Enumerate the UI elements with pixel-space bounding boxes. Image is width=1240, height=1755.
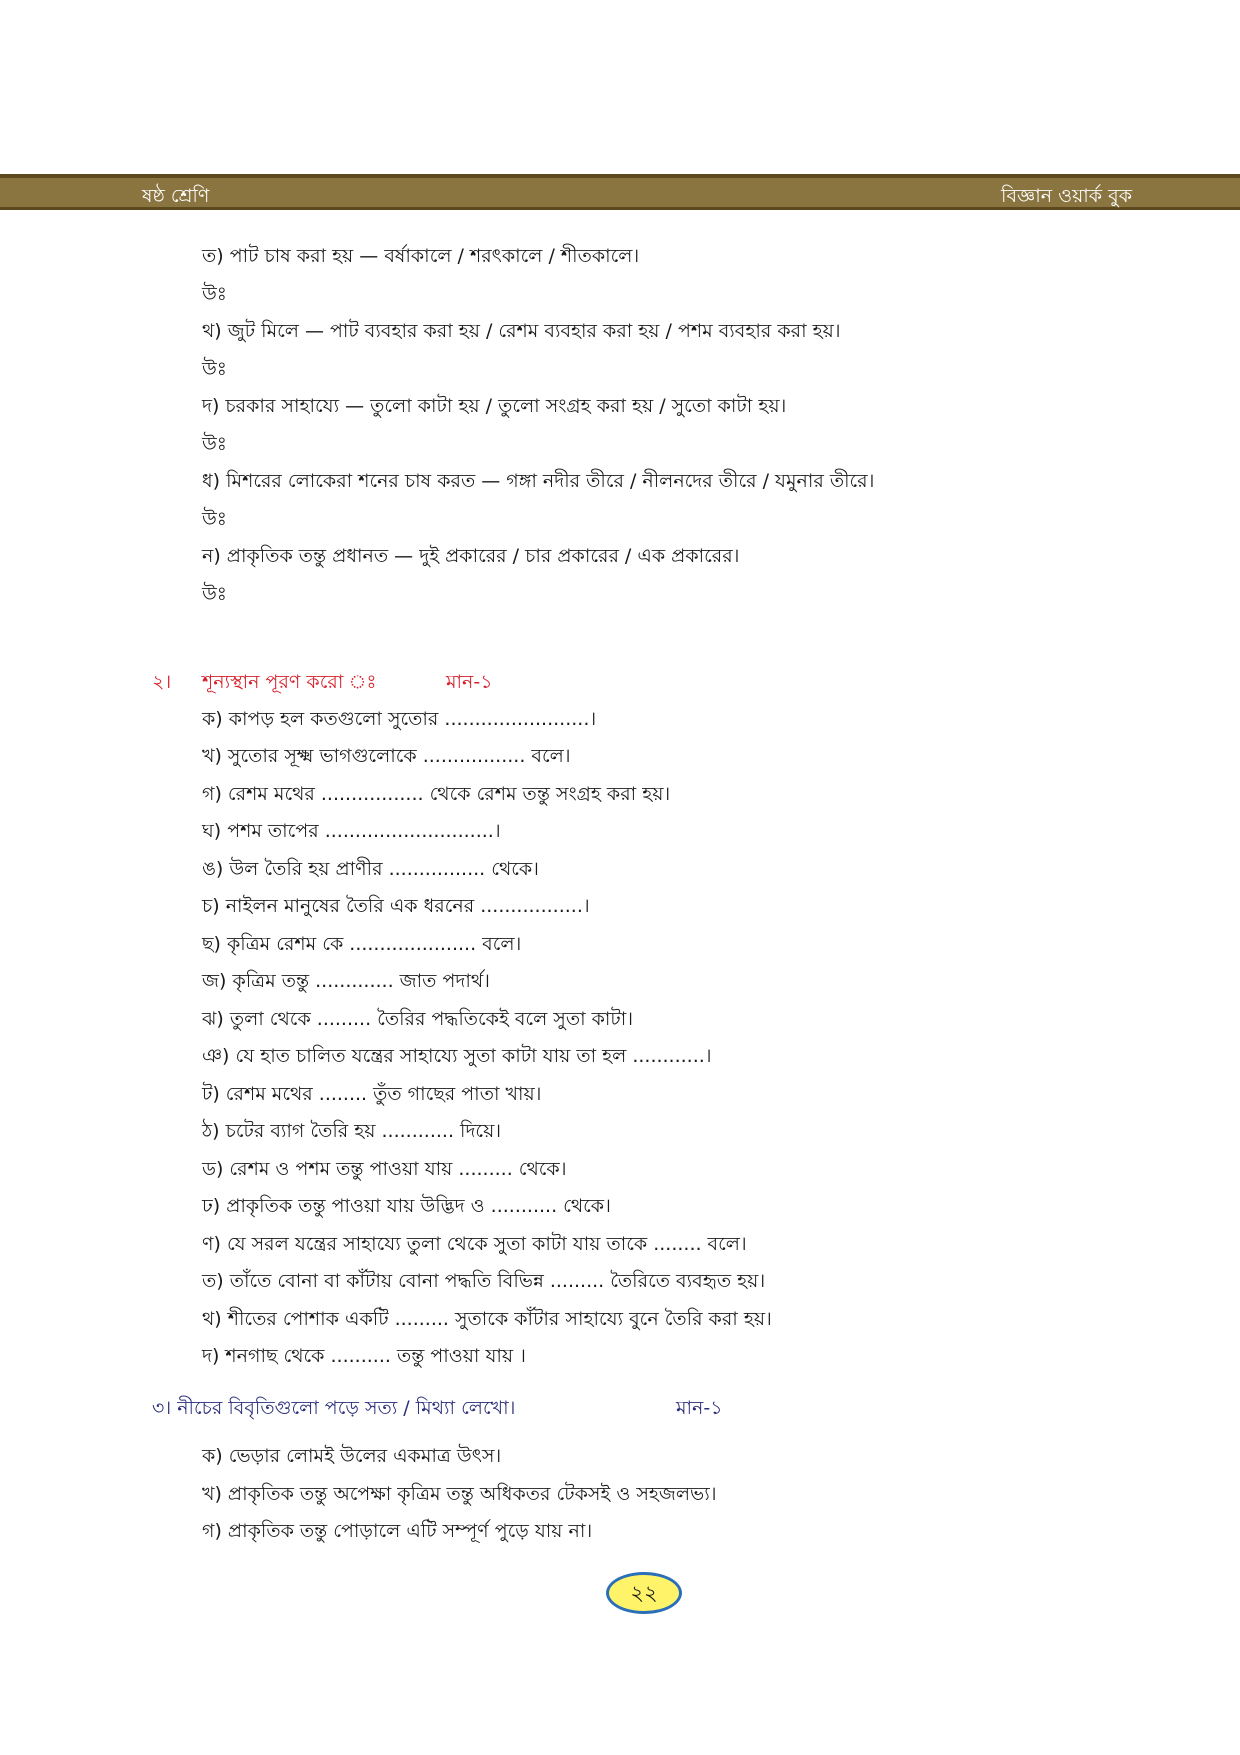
answer-label: উঃ (202, 433, 227, 455)
fill-blank-item: ঢ) প্রাকৃতিক তন্তু পাওয়া যায় উদ্ভিদ ও ........... থেকে। (202, 1195, 611, 1217)
page-number-badge: ২২ (606, 1572, 682, 1614)
fill-blank-item: গ) রেশম মথের ................. থেকে রেশম তন্তু সংগ্রহ করা হয়। (202, 783, 671, 805)
answer-label: উঃ (202, 583, 227, 605)
fill-blank-item: ঞ) যে হাত চালিত যন্ত্রের সাহায্যে সুতা কাটা যায় তা হল ............। (202, 1045, 712, 1067)
fill-blank-item: ঝ) তুলা থেকে ......... তৈরির পদ্ধতিকেই বলে সুতা কাটা। (202, 1008, 634, 1030)
section2-marks: মান-১ (446, 671, 493, 693)
section3-title: ৩। নীচের বিবৃতিগুলো পড়ে সত্য / মিথ্যা লেখো। (152, 1397, 516, 1419)
fill-blank-item: ঙ) উল তৈরি হয় প্রাণীর ................ থেকে। (202, 858, 539, 880)
fill-blank-item: ঘ) পশম তাপের ............................। (202, 820, 501, 842)
fill-blank-item: জ) কৃত্রিম তন্তু ............. জাত পদার্থ। (202, 970, 490, 992)
section2-number: ২। (152, 671, 172, 693)
true-false-item: ক) ভেড়ার লোমই উলের একমাত্র উৎস। (202, 1445, 502, 1467)
fill-blank-item: ত) তাঁতে বোনা বা কাঁটায় বোনা পদ্ধতি বিভিন্ন ......... তৈরিতে ব্যবহৃত হয়। (202, 1270, 766, 1292)
question-line: দ) চরকার সাহায্যে — তুলো কাটা হয় / তুলো সংগ্রহ করা হয় / সুতো কাটা হয়। (202, 395, 787, 417)
fill-blank-item: ণ) যে সরল যন্ত্রের সাহায্যে তুলা থেকে সুতা কাটা যায় তাকে ........ বলে। (202, 1233, 747, 1255)
question-line: থ) জুট মিলে — পাট ব্যবহার করা হয় / রেশম ব্যবহার করা হয় / পশম ব্যবহার করা হয়। (202, 320, 841, 342)
fill-blank-item: ঠ) চটের ব্যাগ তৈরি হয় ............ দিয়ে। (202, 1120, 502, 1142)
header-band (0, 174, 1240, 210)
fill-blank-item: খ) সুতোর সূক্ষ্ম ভাগগুলোকে ................. বলে। (202, 745, 571, 767)
section2-title: শূন্যস্থান পূরণ করো ঃ (202, 671, 377, 693)
fill-blank-item: চ) নাইলন মানুষের তৈরি এক ধরনের .................। (202, 895, 590, 917)
true-false-item: গ) প্রাকৃতিক তন্তু পোড়ালে এটি সম্পূর্ণ পুড়ে যায় না। (202, 1520, 593, 1542)
question-line: ন) প্রাকৃতিক তন্তু প্রধানত — দুই প্রকারের / চার প্রকারের / এক প্রকারের। (202, 545, 740, 567)
true-false-item: খ) প্রাকৃতিক তন্তু অপেক্ষা কৃত্রিম তন্তু অধিকতর টেকসই ও সহজলভ্য। (202, 1483, 717, 1505)
answer-label: উঃ (202, 358, 227, 380)
header-book-title: বিজ্ঞান ওয়ার্ক বুক (1001, 185, 1132, 207)
section3-marks: মান-১ (676, 1397, 723, 1419)
fill-blank-item: দ) শনগাছ থেকে .......... তন্তু পাওয়া যায় । (202, 1345, 526, 1367)
fill-blank-item: ড) রেশম ও পশম তন্তু পাওয়া যায় ......... থেকে। (202, 1158, 567, 1180)
fill-blank-item: ছ) কৃত্রিম রেশম কে ..................... বলে। (202, 933, 522, 955)
answer-label: উঃ (202, 283, 227, 305)
fill-blank-item: ক) কাপড় হল কতগুলো সুতোর ........................। (202, 708, 597, 730)
fill-blank-item: থ) শীতের পোশাক একটি ......... সুতাকে কাঁটার সাহায্যে বুনে তৈরি করা হয়। (202, 1308, 772, 1330)
question-line: ত) পাট চাষ করা হয় — বর্ষাকালে / শরৎকালে / শীতকালে। (202, 245, 640, 267)
answer-label: উঃ (202, 508, 227, 530)
question-line: ধ) মিশরের লোকেরা শনের চাষ করত — গঙ্গা নদীর তীরে / নীলনদের তীরে / যমুনার তীরে। (202, 470, 875, 492)
fill-blank-item: ট) রেশম মথের ........ তুঁত গাছের পাতা খায়। (202, 1083, 542, 1105)
header-class-label: ষষ্ঠ শ্রেণি (142, 185, 210, 207)
